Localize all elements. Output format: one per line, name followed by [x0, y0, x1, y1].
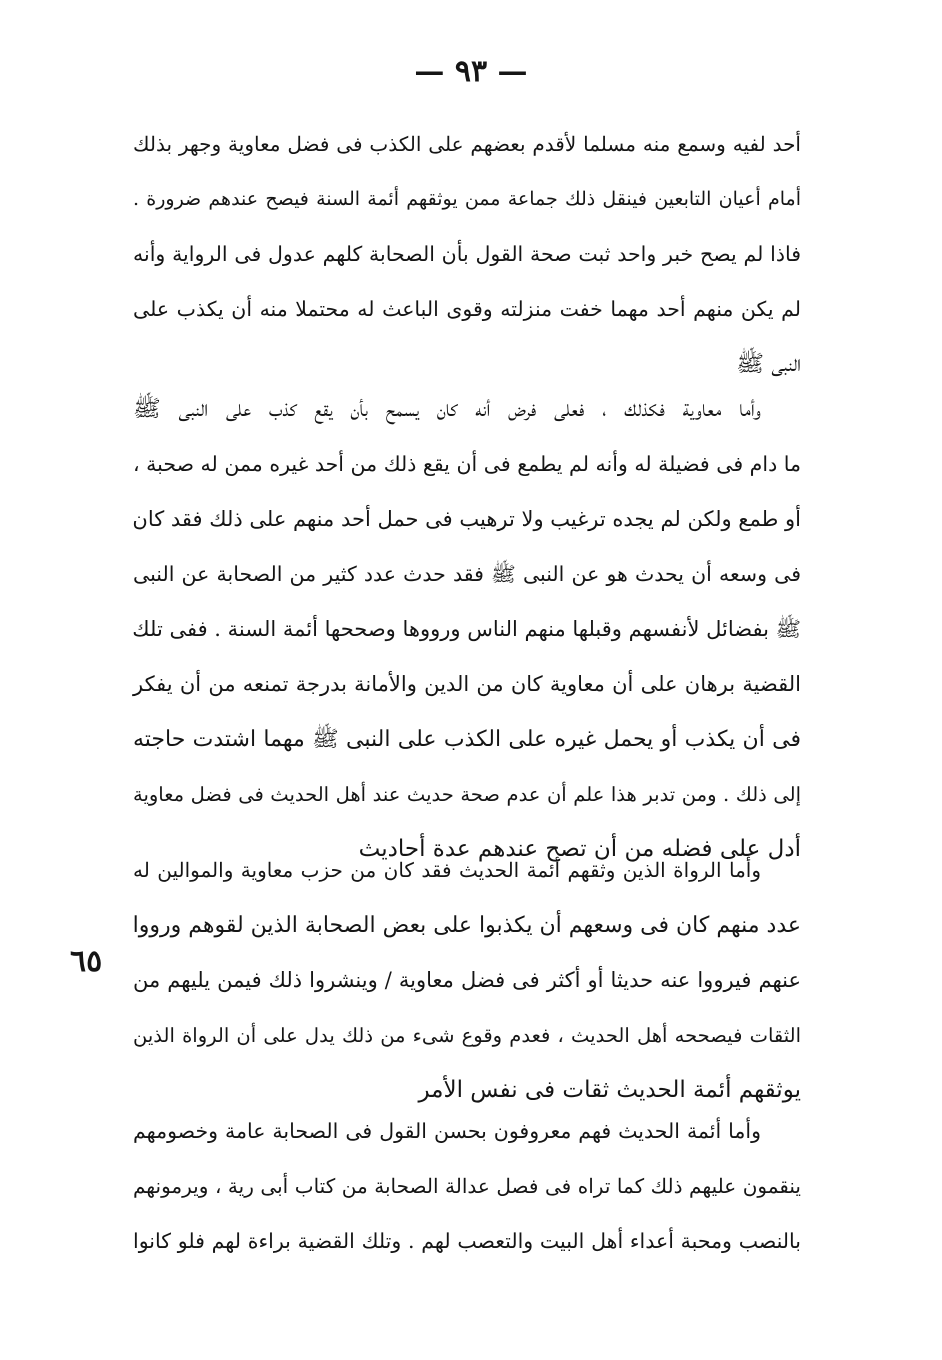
page-number: — ٩٣ — [414, 54, 528, 89]
text-line: ما دام فى فضيلة له وأنه لم يطمع فى أن يقع ذلك من أحد غيره ممن له صحبة ، [133, 452, 801, 476]
text-line: عدد منهم كان فى وسعهم أن يكذبوا على بعض الصحابة الذين لقوهم ورووا [132, 913, 801, 938]
paragraph-4 [133, 1104, 801, 1269]
text-line: ﷺ بفضائل لأنفسهم وقبلها منهم الناس ورووها وصححها أئمة السنة . ففى تلك [132, 617, 801, 641]
text-line: إلى ذلك . ومن تدبر هذا علم أن عدم صحة حديث عند أهل الحديث فى فضل معاوية [133, 783, 801, 806]
text-line: لم يكن منهم أحد مهما خفت منزلته وقوى الباعث له محتملا منه أن يكذب على [133, 297, 801, 321]
paragraph-1 [133, 117, 801, 392]
text-line: أو طمع ولكن لم يجده ترغيب ولا ترهيب فى حمل أحد منهم على ذلك فقد كان [132, 507, 801, 531]
text-line: عنهم فيرووا عنه حديثا أو أكثر فى فضل معاوية / وينشروا ذلك فيمن يليهم من [133, 968, 801, 992]
text-line: وأما أئمة الحديث فهم معروفون بحسن القول فى الصحابة عامة وخصومهم [133, 1119, 761, 1143]
text-line: ينقمون عليهم ذلك كما تراه فى فصل عدالة الصحابة من كتاب أبى رية ، ويرمونهم [133, 1174, 801, 1198]
text-line: يوثقهم أئمة الحديث ثقات فى نفس الأمر [418, 1077, 801, 1103]
text-line: فى وسعه أن يحدث هو عن النبى ﷺ فقد حدث عدد كثير من الصحابة عن النبى [133, 562, 801, 586]
text-line: أدل على فضله من أن تصح عندهم عدة أحاديث [358, 836, 801, 862]
text-line: فى أن يكذب أو يحمل غيره على الكذب على النبى ﷺ مهما اشتدت حاجته [133, 727, 801, 752]
paragraph-3 [133, 843, 801, 1118]
margin-note: ٦٥ [70, 944, 103, 979]
text-line: أحد لفيه وسمع منه مسلما لأقدم بعضهم على الكذب فى فضل معاوية وجهر بذلك [133, 132, 801, 156]
text-line: أمام أعيان التابعين فينقل ذلك جماعة ممن يوثقهم أئمة السنة فيصح عندهم ضرورة . [133, 188, 801, 210]
text-line: القضية برهان على أن معاوية كان من الدين والأمانة بدرجة تمنعه من أن يفكر [133, 672, 801, 696]
text-line: النبى ﷺ [736, 351, 801, 377]
paragraph-2 [133, 382, 801, 877]
text-line: وأما الرواة الذين وثقهم أئمة الحديث فقد كان من حزب معاوية والموالين له [133, 858, 761, 882]
text-line: فاذا لم يصح خبر واحد ثبت صحة القول بأن الصحابة كلهم عدول فى الرواية وأنه [133, 242, 801, 266]
text-line: الثقات فيصححه أهل الحديث ، فعدم وقوع شىء من ذلك يدل على أن الرواة الذين [133, 1024, 801, 1047]
text-line: بالنصب ومحبة أعداء أهل البيت والتعصب لهم . وتلك القضية براءة لهم فلو كانوا [133, 1229, 801, 1253]
text-line: وأما معاوية فكذلك ، فعلى فرض أنه كان يسمح بأن يقع كذب على النبى ﷺ [133, 396, 761, 422]
